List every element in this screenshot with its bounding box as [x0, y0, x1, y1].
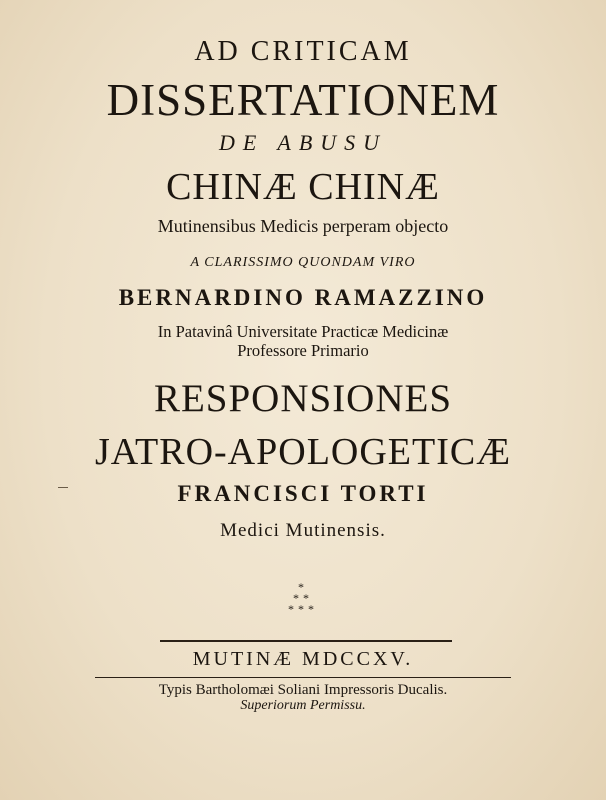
author-name-torti: FRANCISCI TORTI	[177, 481, 429, 506]
title-line-dissertationem: DISSERTATIONEM	[106, 75, 500, 125]
author-name-ramazzino: BERNARDINO RAMAZZINO	[118, 285, 488, 310]
asterism-ornament-icon: * ** ***	[288, 580, 318, 616]
author-affiliation-line2: Professore Primario	[237, 341, 369, 360]
author-role-medici: Medici Mutinensis.	[220, 520, 386, 541]
main-title-jatro-apologeticae: JATRO-APOLOGETICÆ	[95, 431, 511, 473]
imprint-middle-rule	[95, 677, 511, 678]
imprint-printer: Typis Bartholomæi Soliani Impressoris Ducalis.	[158, 682, 448, 698]
margin-mark	[58, 487, 68, 488]
subtitle-line-mutinensibus: Mutinensibus Medicis perperam objecto	[157, 216, 449, 236]
imprint-permission: Superiorum Permissu.	[240, 698, 366, 713]
author-affiliation-line1: In Patavinâ Universitate Practicæ Medicinæ	[157, 322, 449, 341]
imprint-top-rule	[160, 640, 452, 642]
imprint-place-date: MUTINÆ MDCCXV.	[192, 648, 414, 670]
title-line-chinae-chinae: CHINÆ CHINÆ	[166, 166, 440, 208]
main-title-responsiones: RESPONSIONES	[153, 377, 453, 420]
subtitle-line-a-clarissimo: A CLARISSIMO QUONDAM VIRO	[190, 255, 416, 270]
title-line-de-abusu: DE ABUSU	[218, 130, 388, 155]
title-line-ad-criticam: AD CRITICAM	[194, 36, 412, 67]
